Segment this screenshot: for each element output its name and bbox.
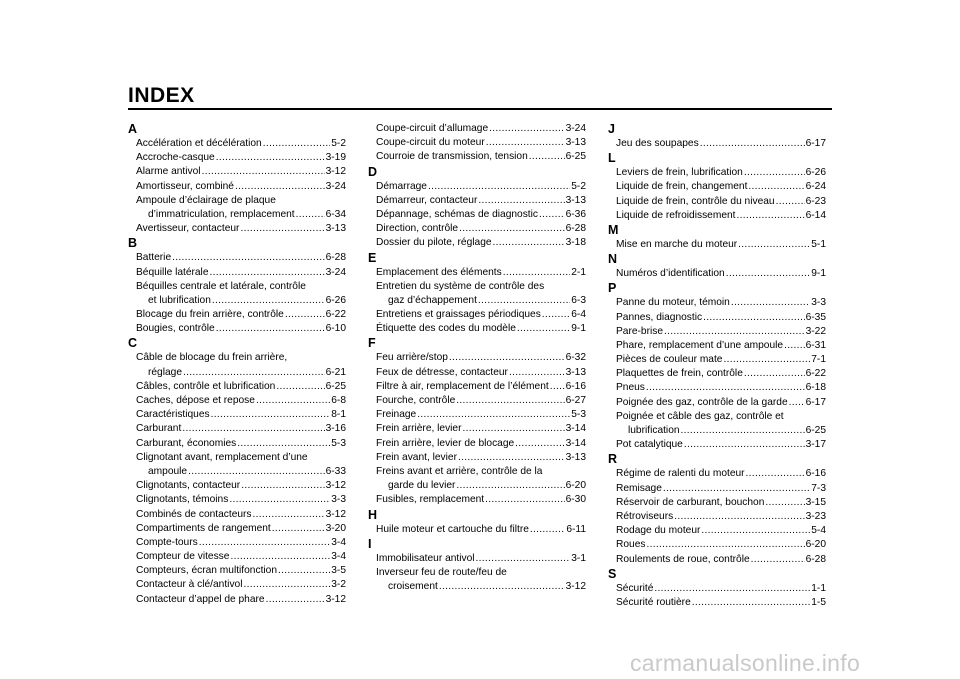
section-letter: J (608, 122, 615, 136)
section-letter: N (608, 252, 618, 267)
index-entry: et lubrification ..... 6-26 (128, 294, 346, 308)
index-entry: Clignotants, témoins ..... 3-3 (128, 493, 346, 507)
section-letter: B (128, 236, 138, 251)
index-entry: Contacteur d’appel de phare ..... 3-12 (128, 593, 346, 607)
index-entry: Blocage du frein arrière, contrôle ..... 6-22 (128, 308, 346, 322)
index-entry-head: Ampoule d’éclairage de plaque (136, 194, 276, 206)
index-entry: Mise en marche du moteur ..... 5-1 (608, 238, 826, 252)
index-entry: d’immatriculation, remplacement ..... 6-34 (128, 208, 346, 222)
watermark-text: carmanualsonline.info (630, 650, 861, 676)
index-entry: Roues ..... 6-20 (608, 538, 826, 552)
index-entry: Sécurité ..... 1-1 (608, 582, 826, 596)
index-entry: Frein arrière, levier ..... 3-14 (368, 422, 586, 436)
index-entry: Régime de ralenti du moteur ..... 6-16 (608, 467, 826, 481)
index-entry: Démarreur, contacteur ..... 3-13 (368, 194, 586, 208)
index-entry: Batterie ..... 6-28 (128, 251, 346, 265)
index-entry: Numéros d’identification ..... 9-1 (608, 267, 826, 281)
index-entry: Poignée des gaz, contrôle de la garde ..... 6-17 (608, 396, 826, 410)
index-entry: Liquide de frein, changement ..... 6-24 (608, 180, 826, 194)
index-entry: Huile moteur et cartouche du filtre ..... 6-11 (368, 523, 586, 537)
index-entry: Entretiens et graissages périodiques ..... 6-4 (368, 308, 586, 322)
index-column-1 (128, 122, 346, 607)
index-entry: Rodage du moteur ..... 5-4 (608, 524, 826, 538)
index-entry: Caractéristiques ..... 8-1 (128, 408, 346, 422)
index-entry: réglage ..... 6-21 (128, 366, 346, 380)
index-entry-head: Clignotant avant, remplacement d’une (136, 451, 308, 463)
index-entry: Dossier du pilote, réglage ..... 3-18 (368, 236, 586, 250)
index-entry: Panne du moteur, témoin ..... 3-3 (608, 296, 826, 310)
index-entry: Combinés de contacteurs ..... 3-12 (128, 508, 346, 522)
index-entry: garde du levier ..... 6-20 (368, 479, 586, 493)
index-entry-head: Freins avant et arrière, contrôle de la (376, 465, 543, 477)
index-entry: ampoule ..... 6-33 (128, 465, 346, 479)
index-entry-head: Entretien du système de contrôle des (376, 280, 545, 292)
index-entry: gaz d’échappement ..... 6-3 (368, 294, 586, 308)
index-entry: Liquide de frein, contrôle du niveau ..... 6-23 (608, 195, 826, 209)
index-entry: Clignotants, contacteur ..... 3-12 (128, 479, 346, 493)
index-entry: Compte-tours ..... 3-4 (128, 536, 346, 550)
index-entry-head: Poignée et câble des gaz, contrôle et (616, 410, 784, 422)
index-entry: Réservoir de carburant, bouchon ..... 3-15 (608, 496, 826, 510)
index-entry: Liquide de refroidissement ..... 6-14 (608, 209, 826, 223)
index-column-3 (608, 122, 826, 610)
index-entry: Étiquette des codes du modèle ..... 9-1 (368, 322, 586, 336)
index-entry: lubrification ..... 6-25 (608, 424, 826, 438)
index-entry: Immobilisateur antivol ..... 3-1 (368, 552, 586, 566)
index-entry: Accélération et décélération ..... 5-2 (128, 137, 346, 151)
index-entry: Béquille latérale ..... 3-24 (128, 266, 346, 280)
index-entry: Carburant ..... 3-16 (128, 422, 346, 436)
index-entry: Filtre à air, remplacement de l’élément ..... 6-16 (368, 380, 586, 394)
index-entry: Amortisseur, combiné ..... 3-24 (128, 180, 346, 194)
index-entry: Freinage ..... 5-3 (368, 408, 586, 422)
index-entry: Pot catalytique ..... 3-17 (608, 438, 826, 452)
index-entry: Feu arrière/stop ..... 6-32 (368, 351, 586, 365)
index-entry: Avertisseur, contacteur ..... 3-13 (128, 222, 346, 236)
section-letter: R (608, 452, 618, 467)
index-entry: Fourche, contrôle ..... 6-27 (368, 394, 586, 408)
index-entry: Bougies, contrôle ..... 6-10 (128, 322, 346, 336)
index-entry: Phare, remplacement d’une ampoule ..... 6-31 (608, 339, 826, 353)
index-entry: Accroche-casque ..... 3-19 (128, 151, 346, 165)
page-title: INDEX (128, 84, 195, 107)
index-entry: Frein avant, levier ..... 3-13 (368, 451, 586, 465)
index-entry: Leviers de frein, lubrification ..... 6-26 (608, 166, 826, 180)
index-entry: Courroie de transmission, tension ..... 6-25 (368, 150, 586, 164)
index-entry: Alarme antivol ..... 3-12 (128, 165, 346, 179)
index-entry: Roulements de roue, contrôle ..... 6-28 (608, 553, 826, 567)
index-entry: Démarrage ..... 5-2 (368, 180, 586, 194)
index-entry: Compteur de vitesse ..... 3-4 (128, 550, 346, 564)
index-entry: Caches, dépose et repose ..... 6-8 (128, 394, 346, 408)
section-letter: P (608, 281, 617, 296)
section-letter: D (368, 164, 378, 179)
section-letter: I (368, 536, 372, 551)
index-entry: Pièces de couleur mate ..... 7-1 (608, 353, 826, 367)
index-entry: Remisage ..... 7-3 (608, 482, 826, 496)
index-entry: Feux de détresse, contacteur ..... 3-13 (368, 366, 586, 380)
section-letter: F (368, 336, 376, 351)
section-letter: A (128, 122, 138, 136)
index-entry: Compartiments de rangement ..... 3-20 (128, 522, 346, 536)
index-entry: Sécurité routière ..... 1-5 (608, 596, 826, 610)
section-letter: H (368, 507, 378, 522)
section-letter: C (128, 336, 138, 351)
index-entry: Pannes, diagnostic ..... 6-35 (608, 311, 826, 325)
section-letter: E (368, 250, 377, 265)
index-entry: Compteurs, écran multifonction ..... 3-5 (128, 564, 346, 578)
index-entry: Rétroviseurs ..... 3-23 (608, 510, 826, 524)
index-entry: Coupe-circuit d’allumage ..... 3-24 (368, 122, 586, 136)
index-column-2 (368, 122, 586, 594)
index-entry: Plaquettes de frein, contrôle ..... 6-22 (608, 367, 826, 381)
index-entry: Dépannage, schémas de diagnostic ..... 6-36 (368, 208, 586, 222)
section-letter: S (608, 566, 617, 581)
section-letter: M (608, 222, 619, 237)
index-entry: Carburant, économies ..... 5-3 (128, 437, 346, 451)
index-entry: Frein arrière, levier de blocage ..... 3-14 (368, 437, 586, 451)
index-entry: Câbles, contrôle et lubrification ..... 6-25 (128, 380, 346, 394)
index-entry: Contacteur à clé/antivol ..... 3-2 (128, 578, 346, 592)
section-letter: L (608, 151, 616, 166)
index-entry-head: Inverseur feu de route/feu de (376, 566, 507, 578)
index-entry: Emplacement des éléments ..... 2-1 (368, 266, 586, 280)
index-entry: Coupe-circuit du moteur ..... 3-13 (368, 136, 586, 150)
index-entry: Direction, contrôle ..... 6-28 (368, 222, 586, 236)
index-entry: Pare-brise ..... 3-22 (608, 325, 826, 339)
title-rule (128, 108, 832, 110)
index-entry: Jeu des soupapes ..... 6-17 (608, 137, 826, 151)
index-entry: Fusibles, remplacement ..... 6-30 (368, 493, 586, 507)
index-entry-head: Béquilles centrale et latérale, contrôle (136, 280, 306, 292)
index-entry: croisement ..... 3-12 (368, 580, 586, 594)
index-entry: Pneus ..... 6-18 (608, 381, 826, 395)
index-entry-head: Câble de blocage du frein arrière, (136, 352, 288, 364)
